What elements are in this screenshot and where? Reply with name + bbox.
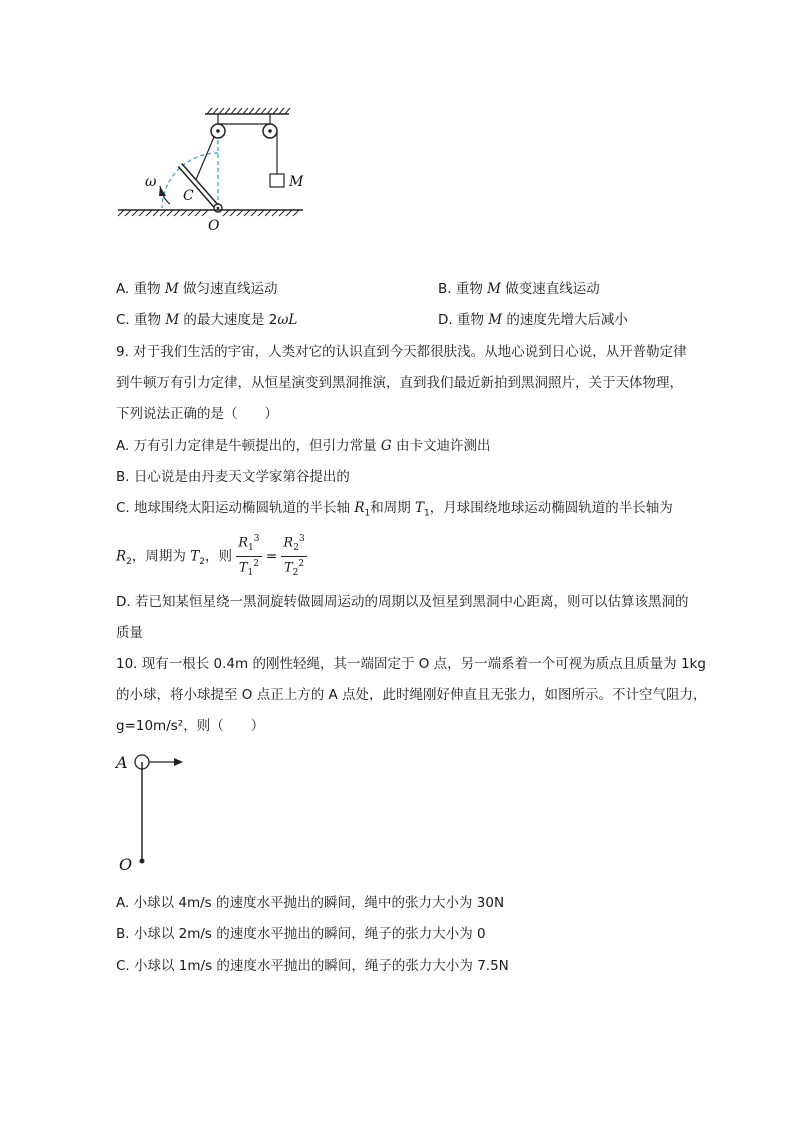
label-m: M [289, 174, 304, 190]
q10-option-c[interactable]: C. 小球以 1m/s 的速度水平抛出的瞬间，绳子的张力大小为 7.5N [116, 958, 509, 974]
q8-option-a[interactable]: A. 重物 M 做匀速直线运动 [116, 281, 278, 297]
q10-stem-line1: 10. 现有一根长 0.4m 的刚性轻绳，其一端固定于 O 点，另一端系着一个可视为质点且质量为 1kg [116, 656, 706, 672]
ratio-fraction-2: $\frac{R_2^3}{T_2^2}$ [283, 534, 305, 578]
q9-option-a[interactable]: A. 万有引力定律是牛顿提出的，但引力常量 G 由卡文迪许测出 [116, 438, 491, 454]
q9-stem-line1: 9. 对于我们生活的宇宙，人类对它的认识直到今天都很肤浅。从地心说到日心说，从开普勒定律 [116, 344, 687, 360]
q9-option-d-line1[interactable]: D. 若已知某恒星绕一黑洞旋转做圆周运动的周期以及恒星到黑洞中心距离，则可以估算该黑洞的 [116, 594, 689, 610]
q9-stem-line2: 到牛顿万有引力定律，从恒星演变到黑洞推演，直到我们最近新拍到黑洞照片，关于天体物理， [116, 375, 683, 391]
q8-option-d[interactable]: D. 重物 M 的速度先增大后减小 [438, 312, 628, 328]
q10-stem-line2: 的小球，将小球提至 O 点正上方的 A 点处，此时绳刚好伸直且无张力，如图所示。不计空气阻力， [116, 687, 707, 703]
pivot-point [140, 859, 145, 864]
q10-stem-line3: g=10m/s²，则（ ） [116, 718, 265, 734]
q9-option-c-line1[interactable]: C. 地球围绕太阳运动椭圆轨道的半长轴 $R_1$和周期 $T_1$，月球围绕地球运动椭圆轨道的半长轴为 [116, 500, 673, 519]
label-a: A [116, 753, 128, 772]
q9-option-c-line2[interactable]: $R_2$，周期为 $T_2$，则 $\frac{R_1^3}{T_1^2}$ = $\frac{R_2^3}{T_2^2}$ [116, 532, 307, 584]
q8-option-b[interactable]: B. 重物 M 做变速直线运动 [438, 281, 600, 297]
q9-option-b[interactable]: B. 日心说是由丹麦天文学家第谷提出的 [116, 469, 350, 485]
label-omega: ω [145, 174, 157, 190]
q8-option-c[interactable]: C. 重物 M 的最大速度是 2ωL [116, 312, 298, 328]
label-c: C [183, 188, 194, 204]
label-o: O [119, 855, 133, 874]
velocity-arrow-icon [174, 758, 183, 766]
label-o: O [208, 218, 220, 234]
q9-stem-line3: 下列说法正确的是（ ） [116, 406, 278, 422]
q10-option-b[interactable]: B. 小球以 2m/s 的速度水平抛出的瞬间，绳子的张力大小为 0 [116, 926, 486, 942]
q10-option-a[interactable]: A. 小球以 4m/s 的速度水平抛出的瞬间，绳中的张力大小为 30N [116, 895, 505, 911]
q9-option-d-line2: 质量 [116, 625, 143, 641]
ratio-fraction-1: $\frac{R_1^3}{T_1^2}$ [238, 534, 260, 578]
